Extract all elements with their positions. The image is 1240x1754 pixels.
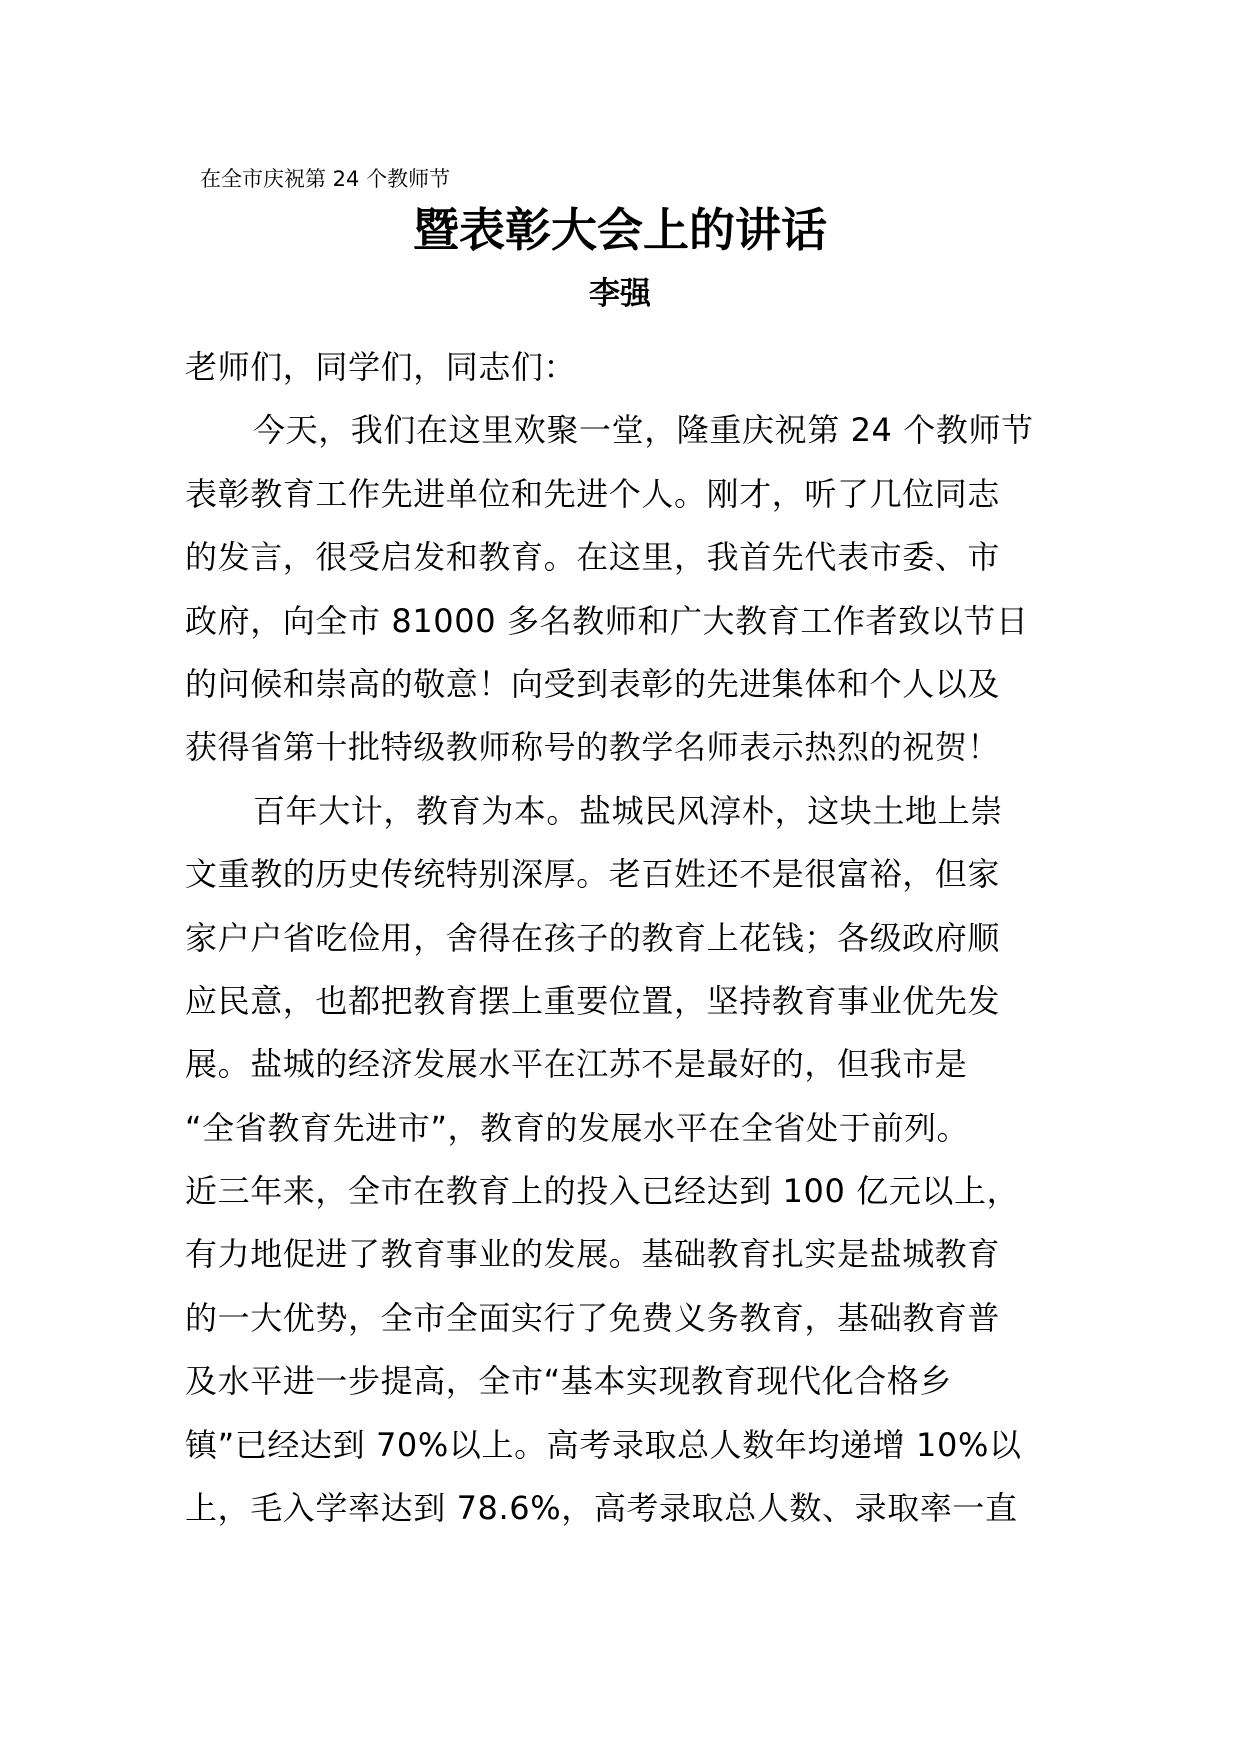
paragraph-2-line-9: 的一大优势，全市全面实行了免费义务教育，基础教育普 [185,1298,1001,1337]
paragraph-2-line-8: 有力地促进了教育事业的发展。基础教育扎实是盐城教育 [185,1235,1001,1274]
paragraph-2-line-7: 近三年来，全市在教育上的投入已经达到 100 亿元以上， [185,1172,1020,1211]
paragraph-1-line-4: 政府，向全市 81000 多名教师和广大教育工作者致以节日 [185,601,1029,640]
paragraph-2-line-6: “全省教育先进市”，教育的发展水平在全省处于前列。 [185,1108,970,1147]
paragraph-1-line-6: 获得省第十批特级教师称号的教学名师表示热烈的祝贺！ [185,728,1001,767]
paragraph-1-line-5: 的问候和崇高的敬意！向受到表彰的先进集体和个人以及 [185,664,1001,703]
speech-body [185,336,1065,1540]
speech-author: 李强 [589,276,651,312]
paragraph-2-line-5: 展。盐城的经济发展水平在江苏不是最好的，但我市是 [185,1045,968,1084]
speech-subtitle: 在全市庆祝第 24 个教师节 [200,167,451,191]
paragraph-1-line-3: 的发言，很受启发和教育。在这里，我首先代表市委、市 [185,538,1001,577]
greeting-line: 老师们，同学们，同志们： [185,348,577,386]
paragraph-1-line-2: 表彰教育工作先进单位和先进个人。刚才，听了几位同志 [185,474,1001,513]
paragraph-2-line-12: 上，毛入学率达到 78.6%，高考录取总人数、录取率一直 [185,1489,1018,1528]
speech-title: 暨表彰大会上的讲话 [413,203,827,257]
paragraph-2-line-1: 百年大计，教育为本。盐城民风淳朴，这块土地上崇 [253,791,1003,830]
paragraph-2-line-10: 及水平进一步提高，全市“基本实现教育现代化合格乡 [185,1362,952,1401]
paragraph-2-line-11: 镇”已经达到 70%以上。高考录取总人数年均递增 10%以 [185,1425,1022,1464]
paragraph-2-line-4: 应民意，也都把教育摆上重要位置，坚持教育事业优先发 [185,981,1001,1020]
paragraph-1-line-1: 今天，我们在这里欢聚一堂，隆重庆祝第 24 个教师节 [253,411,1034,450]
paragraph-2-line-3: 家户户省吃俭用，舍得在孩子的教育上花钱；各级政府顺 [185,918,1001,957]
paragraph-2-line-2: 文重教的历史传统特别深厚。老百姓还不是很富裕，但家 [185,855,1001,894]
